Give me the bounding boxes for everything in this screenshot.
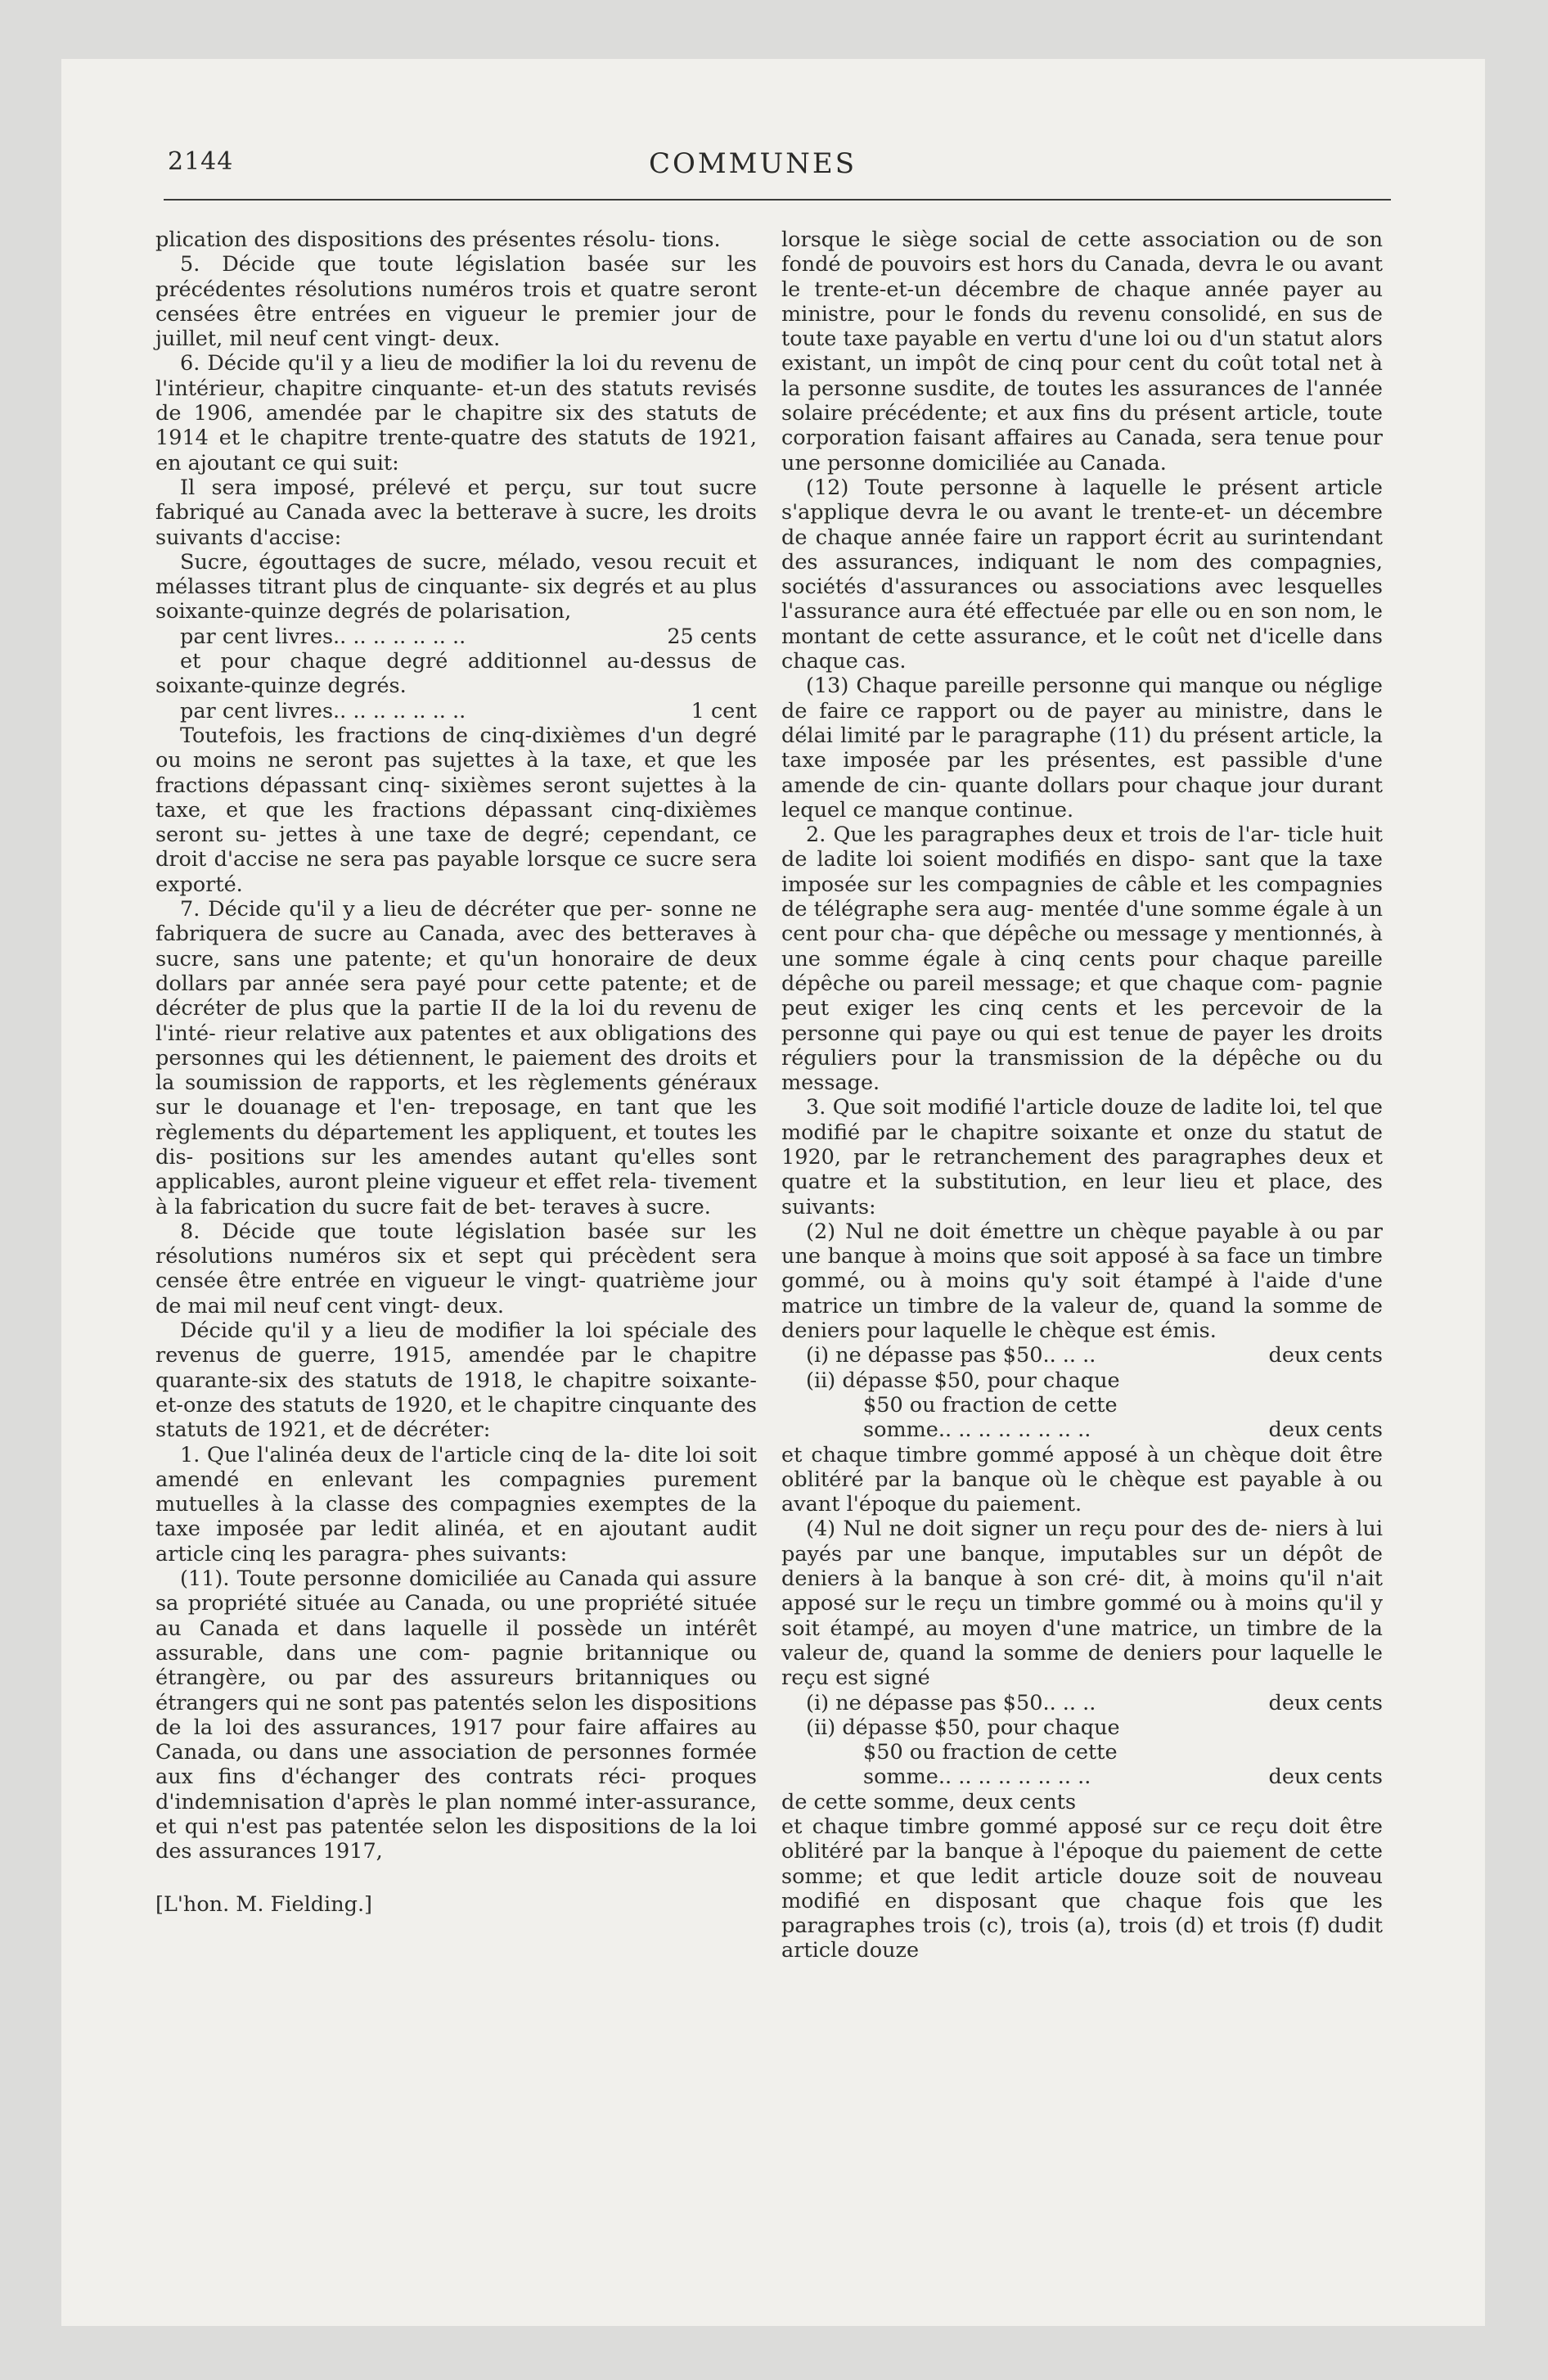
- paragraph: Sucre, égouttages de sucre, mélado, vesou recuit et mélasses titrant plus de cinquante- six degrés et au plus soixante-quinze degrés de polarisation,: [155, 549, 757, 624]
- paragraph: 1. Que l'alinéa deux de l'article cinq de la- dite loi soit amendé en enlevant les compagnies purement mutuelles à la classe des compagnies exemptes de la taxe imposée par ledit alinéa, et en ajoutant audit article cinq les paragra- phes suivants:: [155, 1442, 757, 1566]
- paragraph: et chaque timbre gommé apposé à un chèque doit être oblitéré par la banque où le chèque est payable à ou avant l'époque du paiement.: [781, 1442, 1383, 1517]
- paragraph: 2. Que les paragraphes deux et trois de l'ar- ticle huit de ladite loi soient modifiés en dispo- sant que la taxe imposée sur les compagnies de câble et les compagnies de télégraphe sera aug- mentée d'une somme égale à un cent pour cha- que dépêche ou message y mentionnés, à une somme égale à cinq cents pour chaque pareille dépêche ou pareil message; et que chaque com- pagnie peut exiger les cinq cents et les percevoir de la personne qui paye ou qui est tenue de payer les droits réguliers pour la transmission de la dépêche ou du message.: [781, 823, 1383, 1096]
- paragraph: plication des dispositions des présentes résolu- tions.: [155, 228, 721, 252]
- paragraph: (4) Nul ne doit signer un reçu pour des de- niers à lui payés par une banque, imputables sur un dépôt de deniers à la banque à son cré- dit, à moins qu'il n'ait apposé sur le reçu un timbre gommé ou à moins qu'il y soit étampé, au moyen d'une matrice, un timbre de la valeur de, quand la somme de deniers pour laquelle le reçu est signé: [781, 1517, 1383, 1691]
- tariff-row: [781, 1715, 1383, 1740]
- rate-line: [155, 624, 757, 649]
- paragraph: 7. Décide qu'il y a lieu de décréter que per- sonne ne fabriquera de sucre au Canada, avec des betteraves à sucre, sans une patente; et qu'un honoraire de deux dollars par année sera payé pour cette patente; et de décréter de plus que la partie II de la loi du revenu de l'inté- rieur relative aux patentes et aux obligations des personnes qui les détiennent, le paiement des droits et la soumission de rapports, et les règlements généraux sur le douanage et l'en- treposage, en tant que les règlements du département les appliquent, et toutes les dis- positions sur les amendes autant qu'elles sont applicables, auront pleine vigueur et effet rela- tivement à la fabrication du sucre fait de bet- teraves à sucre.: [155, 897, 757, 1219]
- rate-value: 25 cents: [667, 624, 757, 649]
- tariff-row: [781, 1691, 1383, 1715]
- paragraph: et pour chaque degré additionnel au-dessus de soixante-quinze degrés.: [155, 649, 757, 699]
- tariff-row: [781, 1740, 1383, 1765]
- tariff-label: (i) ne dépasse pas $50.. .. ..: [806, 1690, 1096, 1715]
- tariff-label: (i) ne dépasse pas $50.. .. ..: [806, 1343, 1096, 1368]
- paragraph: Il sera imposé, prélevé et perçu, sur tout sucre fabriqué au Canada avec la betterave à sucre, les droits suivants d'accise:: [155, 475, 757, 550]
- page-number: 2144: [168, 147, 234, 176]
- tariff-label: somme.. .. .. .. .. .. .. ..: [863, 1418, 1091, 1443]
- paragraph: lorsque le siège social de cette association ou de son fondé de pouvoirs est hors du Canada, devra le ou avant le trente-et-un décembre de chaque année payer au ministre, pour le fonds du revenu consolidé, en sus de toute taxe payable en vertu d'une loi ou d'un statut alors existant, un impôt de cinq pour cent du coût total net à la personne susdite, de toutes les assurances de l'année solaire précédente; et aux fins du présent article, toute corporation faisant affaires au Canada, sera tenue pour une personne domiciliée au Canada.: [781, 228, 1383, 476]
- tariff-label: $50 ou fraction de cette: [863, 1740, 1118, 1765]
- paragraph: 3. Que soit modifié l'article douze de ladite loi, tel que modifié par le chapitre soixante et onze du statut de 1920, par le retranchement des paragraphes deux et quatre et la substitution, en leur lieu et place, des suivants:: [781, 1095, 1383, 1219]
- paragraph: (2) Nul ne doit émettre un chèque payable à ou par une banque à moins que soit apposé à sa face un timbre gommé, ou à moins qu'y soit étampé à l'aide d'une matrice un timbre de la valeur de, quand la somme de deniers pour laquelle le chèque est émis.: [781, 1219, 1383, 1344]
- tariff-value: deux cents: [1268, 1690, 1383, 1715]
- header-rule: [164, 199, 1391, 201]
- paragraph: 6. Décide qu'il y a lieu de modifier la loi du revenu de l'intérieur, chapitre cinquante- et-un des statuts revisés de 1906, amendée par le chapitre six des statuts de 1914 et le chapitre trente-quatre des statuts de 1921, en ajoutant ce qui suit:: [155, 351, 757, 476]
- rate-line: [155, 699, 757, 723]
- page-title: COMMUNES: [648, 147, 857, 180]
- paragraph: Toutefois, les fractions de cinq-dixièmes d'un degré ou moins ne seront pas sujettes à la taxe, et que les fractions dépassant cinq- sixièmes seront sujettes à la taxe, et que les fractions dépassant cinq-dixièmes seront su- jettes à une taxe de degré; cependant, ce droit d'accise ne sera pas payable lorsque ce sucre sera exporté.: [155, 723, 757, 897]
- tariff-label: (ii) dépasse $50, pour chaque: [806, 1368, 1120, 1393]
- tariff-label: (ii) dépasse $50, pour chaque: [806, 1715, 1120, 1740]
- tariff-row: [781, 1765, 1383, 1789]
- stamp-tariff-table: [781, 1343, 1383, 1442]
- tariff-label: $50 ou fraction de cette: [863, 1392, 1118, 1418]
- paragraph: (11). Toute personne domiciliée au Canada qui assure sa propriété située au Canada, ou une propriété située au Canada et dans laquelle il possède un intérêt assurable, dans une com- pagnie britannique ou étrangère, ou par des assureurs britanniques ou étrangers qui ne sont pas patentés selon les dispositions de la loi des assurances, 1917 pour faire affaires au Canada, ou dans une association de personnes formée aux fins d'échanger des contrats réci- proques d'indemnisation d'après le plan nommé inter-assurance, et qui n'est pas patentée selon les dispositions de la loi des assurances 1917,: [155, 1566, 757, 1864]
- tariff-value: deux cents: [1268, 1418, 1383, 1443]
- stamp-tariff-table: [781, 1691, 1383, 1790]
- rate-label: par cent livres.. .. .. .. .. .. ..: [180, 624, 466, 649]
- rate-label: par cent livres.. .. .. .. .. .. ..: [180, 698, 466, 723]
- right-column: [781, 228, 1383, 1963]
- paragraph: (12) Toute personne à laquelle le présent article s'applique devra le ou avant le trente-et- un décembre de chaque année faire un rapport écrit au surintendant des assurances, indiquant le nom des compagnies, sociétés d'assurances ou associations avec lesquelles l'assurance aura été effectuée par elle ou en son nom, le montant de cette assurance, et le coût net d'icelle dans chaque cas.: [781, 475, 1383, 674]
- tariff-row: [781, 1343, 1383, 1368]
- paragraph: 5. Décide que toute législation basée sur les précédentes résolutions numéros trois et quatre seront censées être entrées en vigueur le premier jour de juillet, mil neuf cent vingt- deux.: [155, 252, 757, 352]
- paragraph: 8. Décide que toute législation basée sur les résolutions numéros six et sept qui précèdent sera censée être entrée en vigueur le vingt- quatrième jour de mai mil neuf cent vingt- deux.: [155, 1219, 757, 1318]
- left-column: [155, 228, 757, 1917]
- tariff-value: deux cents: [1268, 1765, 1383, 1790]
- paragraph: de cette somme, deux cents: [781, 1789, 1077, 1814]
- paragraph: (13) Chaque pareille personne qui manque ou néglige de faire ce rapport ou de payer au ministre, dans le délai limité par le paragraphe (11) du présent article, la taxe imposée par les présentes, est passible d'une amende de cin- quante dollars pour chaque jour durant lequel ce manque continue.: [781, 674, 1383, 823]
- rate-value: 1 cent: [691, 698, 757, 723]
- tariff-label: somme.. .. .. .. .. .. .. ..: [863, 1765, 1091, 1790]
- paragraph: et chaque timbre gommé apposé sur ce reçu doit être oblitéré par la banque à l'époque du paiement de cette somme; et que ledit article douze soit de nouveau modifié en disposant que chaque fois que les paragraphes trois (c), trois (a), trois (d) et trois (f) dudit article douze: [781, 1814, 1383, 1963]
- paragraph: Décide qu'il y a lieu de modifier la loi spéciale des revenus de guerre, 1915, amendée par le chapitre quarante-six des statuts de 1918, le chapitre soixante-et-onze des statuts de 1920, et le chapitre cinquante des statuts de 1921, et de décréter:: [155, 1318, 757, 1443]
- speaker-signature: [L'hon. M. Fielding.]: [155, 1891, 372, 1917]
- running-header: [106, 90, 1399, 180]
- tariff-row: [781, 1418, 1383, 1442]
- tariff-row: [781, 1368, 1383, 1393]
- tariff-row: [781, 1393, 1383, 1418]
- tariff-value: deux cents: [1268, 1343, 1383, 1368]
